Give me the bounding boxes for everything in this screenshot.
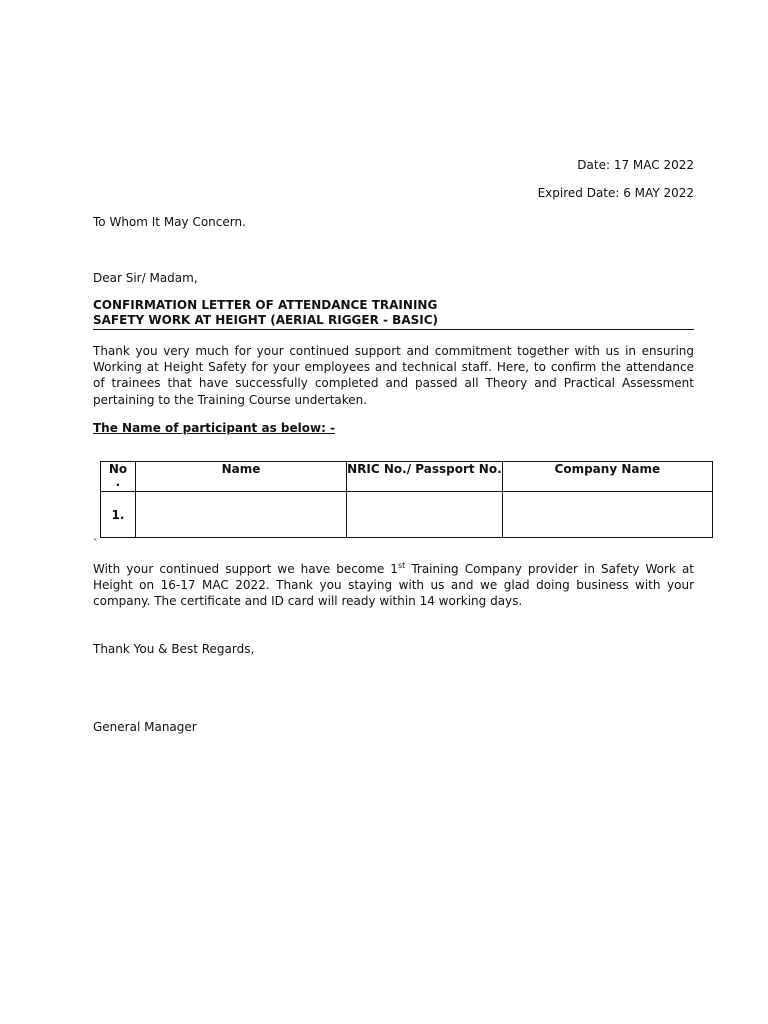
salutation: Dear Sir/ Madam, [93, 271, 198, 285]
heading-line-1: CONFIRMATION LETTER OF ATTENDANCE TRAINING [93, 298, 438, 312]
table-header-row [101, 462, 713, 492]
participants-table [100, 461, 713, 538]
header-nric: NRIC No./ Passport No. [347, 462, 503, 492]
row-name-cell [135, 492, 346, 538]
ordinal-suffix: st [397, 561, 406, 570]
signatory-title: General Manager [93, 720, 197, 734]
row-no-cell: 1. [101, 492, 136, 538]
to-whom-line: To Whom It May Concern. [93, 215, 246, 229]
header-no [101, 462, 136, 492]
expired-date: Expired Date: 6 MAY 2022 [537, 186, 694, 200]
participants-label: The Name of participant as below: - [93, 421, 336, 435]
header-no-line-1: No [108, 462, 128, 476]
paragraph-2-start: With your continued support we have become 1 [93, 562, 398, 576]
letter-heading [93, 298, 694, 330]
row-company-cell [502, 492, 712, 538]
closing-line: Thank You & Best Regards, [93, 642, 255, 656]
paragraph-2-end: Training Company provider in Safety Work at Height on 16-17 MAC 2022. Thank you staying with us and we glad doing business with your company. The certificate and ID card will ready within 14 working days. [93, 562, 695, 609]
letter-date: Date: 17 MAC 2022 [577, 158, 694, 172]
table-row [101, 492, 713, 538]
stray-mark: ` [93, 537, 99, 550]
header-no-line-2: . [115, 475, 121, 489]
header-name: Name [135, 462, 346, 492]
heading-line-2: SAFETY WORK AT HEIGHT (AERIAL RIGGER - BASIC) [93, 313, 439, 327]
body-paragraph-2 [93, 561, 694, 610]
header-company: Company Name [502, 462, 712, 492]
row-nric-cell [347, 492, 503, 538]
body-paragraph-1: Thank you very much for your continued support and commitment together with us in ensuring Working at Height Safety for your employees and technical staff. Here, to confirm the attendance of trainees that have successfully completed and passed all Theory and Practical Assessment pertaining to the Training Course undertaken. [93, 344, 694, 407]
